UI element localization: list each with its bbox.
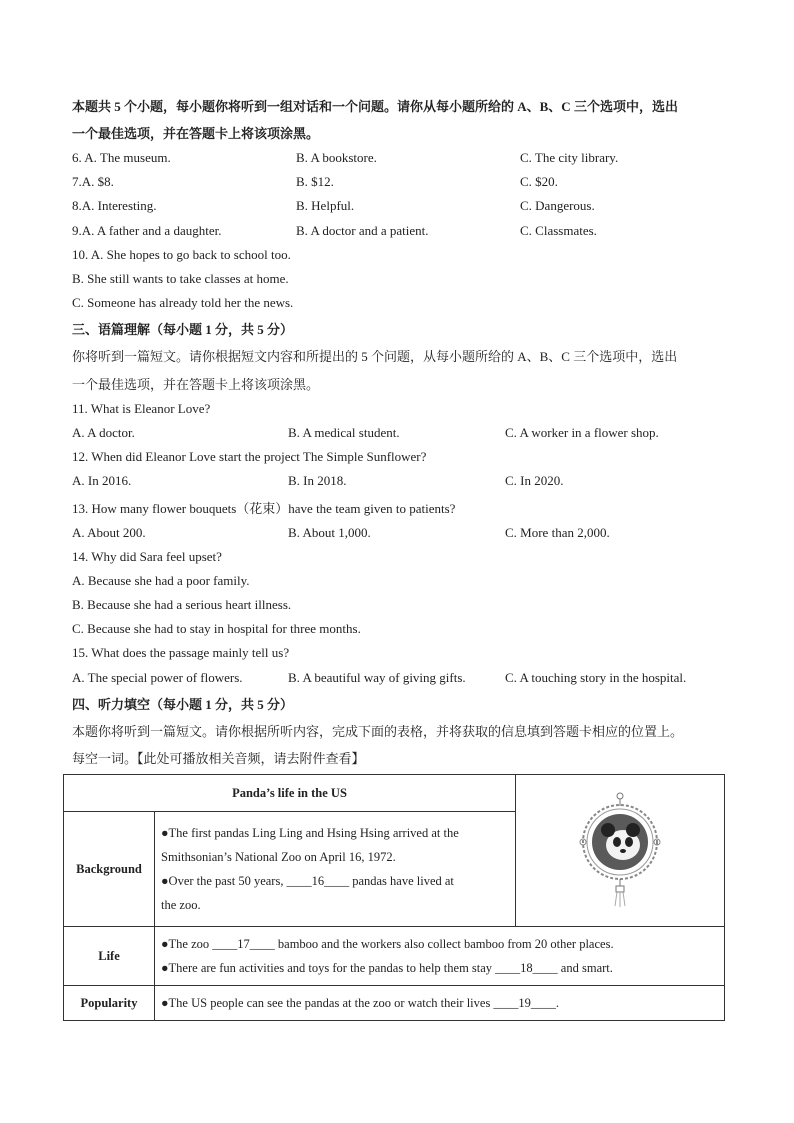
q14-option-c: C. Because she had to stay in hospital for three months.	[72, 621, 361, 636]
background-line-4: the zoo.	[161, 898, 201, 912]
q15-option-b: B. A beautiful way of giving gifts.	[288, 670, 466, 685]
q13-option-c: C. More than 2,000.	[505, 525, 610, 540]
q10-option-b: B. She still wants to take classes at home.	[72, 271, 289, 286]
q15-stem: 15. What does the passage mainly tell us?	[72, 645, 290, 660]
section4-title: 四、听力填空（每小题 1 分，共 5 分）	[72, 697, 294, 712]
q12-option-c: C. In 2020.	[505, 473, 564, 488]
q12-option-a: A. In 2016.	[72, 473, 132, 488]
q7-option-a: 7.A. $8.	[72, 174, 114, 189]
q9-option-c: C. Classmates.	[520, 223, 597, 238]
popularity-label: Popularity	[64, 986, 155, 1021]
q7-option-b: B. $12.	[296, 174, 334, 189]
life-label: Life	[64, 927, 155, 986]
q8-option-b: B. Helpful.	[296, 198, 355, 213]
q15-option-a: A. The special power of flowers.	[72, 670, 243, 685]
section4-instruction-line1: 本题你将听到一篇短文。请你根据所听内容，完成下面的表格，并将获取的信息填到答题卡相应的位置上。	[72, 724, 684, 739]
life-content	[155, 927, 725, 986]
q11-option-c: C. A worker in a flower shop.	[505, 425, 659, 440]
q15-option-c: C. A touching story in the hospital.	[505, 670, 687, 685]
q12-option-b: B. In 2018.	[288, 473, 347, 488]
q9-option-a: 9.A. A father and a daughter.	[72, 223, 222, 238]
q14-stem: 14. Why did Sara feel upset?	[72, 549, 222, 564]
q11-option-b: B. A medical student.	[288, 425, 400, 440]
panda-image-cell	[516, 775, 725, 927]
q12-stem: 12. When did Eleanor Love start the project The Simple Sunflower?	[72, 449, 427, 464]
life-line-1: ●The zoo ____17____ bamboo and the workers also collect bamboo from 20 other places.	[161, 937, 614, 951]
q6-option-c: C. The city library.	[520, 150, 619, 165]
q13-option-a: A. About 200.	[72, 525, 146, 540]
popularity-content: ●The US people can see the pandas at the zoo or watch their lives ____19____.	[155, 986, 725, 1021]
q10-option-a: 10. A. She hopes to go back to school too.	[72, 247, 291, 262]
section4-instruction-line2: 每空一词。【此处可播放相关音频，请去附件查看】	[72, 751, 365, 766]
section2-instruction-line2: 一个最佳选项，并在答题卡上将该项涂黑。	[72, 126, 320, 141]
table-title: Panda’s life in the US	[64, 775, 516, 812]
background-line-2: Smithsonian’s National Zoo on April 16, 1972.	[161, 850, 396, 864]
q8-option-a: 8.A. Interesting.	[72, 198, 157, 213]
q6-option-a: 6. A. The museum.	[72, 150, 171, 165]
q7-option-c: C. $20.	[520, 174, 558, 189]
background-line-3: ●Over the past 50 years, ____16____ pandas have lived at	[161, 874, 454, 888]
panda-info-table	[63, 774, 725, 1021]
q9-option-b: B. A doctor and a patient.	[296, 223, 429, 238]
q6-option-b: B. A bookstore.	[296, 150, 377, 165]
section3-title: 三、语篇理解（每小题 1 分，共 5 分）	[72, 322, 294, 337]
q13-option-b: B. About 1,000.	[288, 525, 371, 540]
section3-instruction-line1: 你将听到一篇短文。请你根据短文内容和所提出的 5 个问题，从每小题所给的 A、B、C 三个选项中，选出	[72, 349, 678, 364]
life-line-2: ●There are fun activities and toys for the pandas to help them stay ____18____ and smart.	[161, 961, 613, 975]
q8-option-c: C. Dangerous.	[520, 198, 595, 213]
panda-medallion-icon	[575, 790, 665, 908]
q11-option-a: A. A doctor.	[72, 425, 135, 440]
q14-option-a: A. Because she had a poor family.	[72, 573, 250, 588]
section2-instruction-line1: 本题共 5 个小题，每小题你将听到一组对话和一个问题。请你从每小题所给的 A、B、C 三个选项中，选出	[72, 99, 678, 114]
q13-stem: 13. How many flower bouquets（花束）have the team given to patients?	[72, 501, 456, 516]
q10-option-c: C. Someone has already told her the news.	[72, 295, 294, 310]
background-label: Background	[64, 812, 155, 927]
q11-stem: 11. What is Eleanor Love?	[72, 401, 211, 416]
background-line-1: ●The first pandas Ling Ling and Hsing Hsing arrived at the	[161, 826, 459, 840]
section3-instruction-line2: 一个最佳选项，并在答题卡上将该项涂黑。	[72, 377, 320, 392]
q14-option-b: B. Because she had a serious heart illness.	[72, 597, 292, 612]
background-content	[155, 812, 516, 927]
